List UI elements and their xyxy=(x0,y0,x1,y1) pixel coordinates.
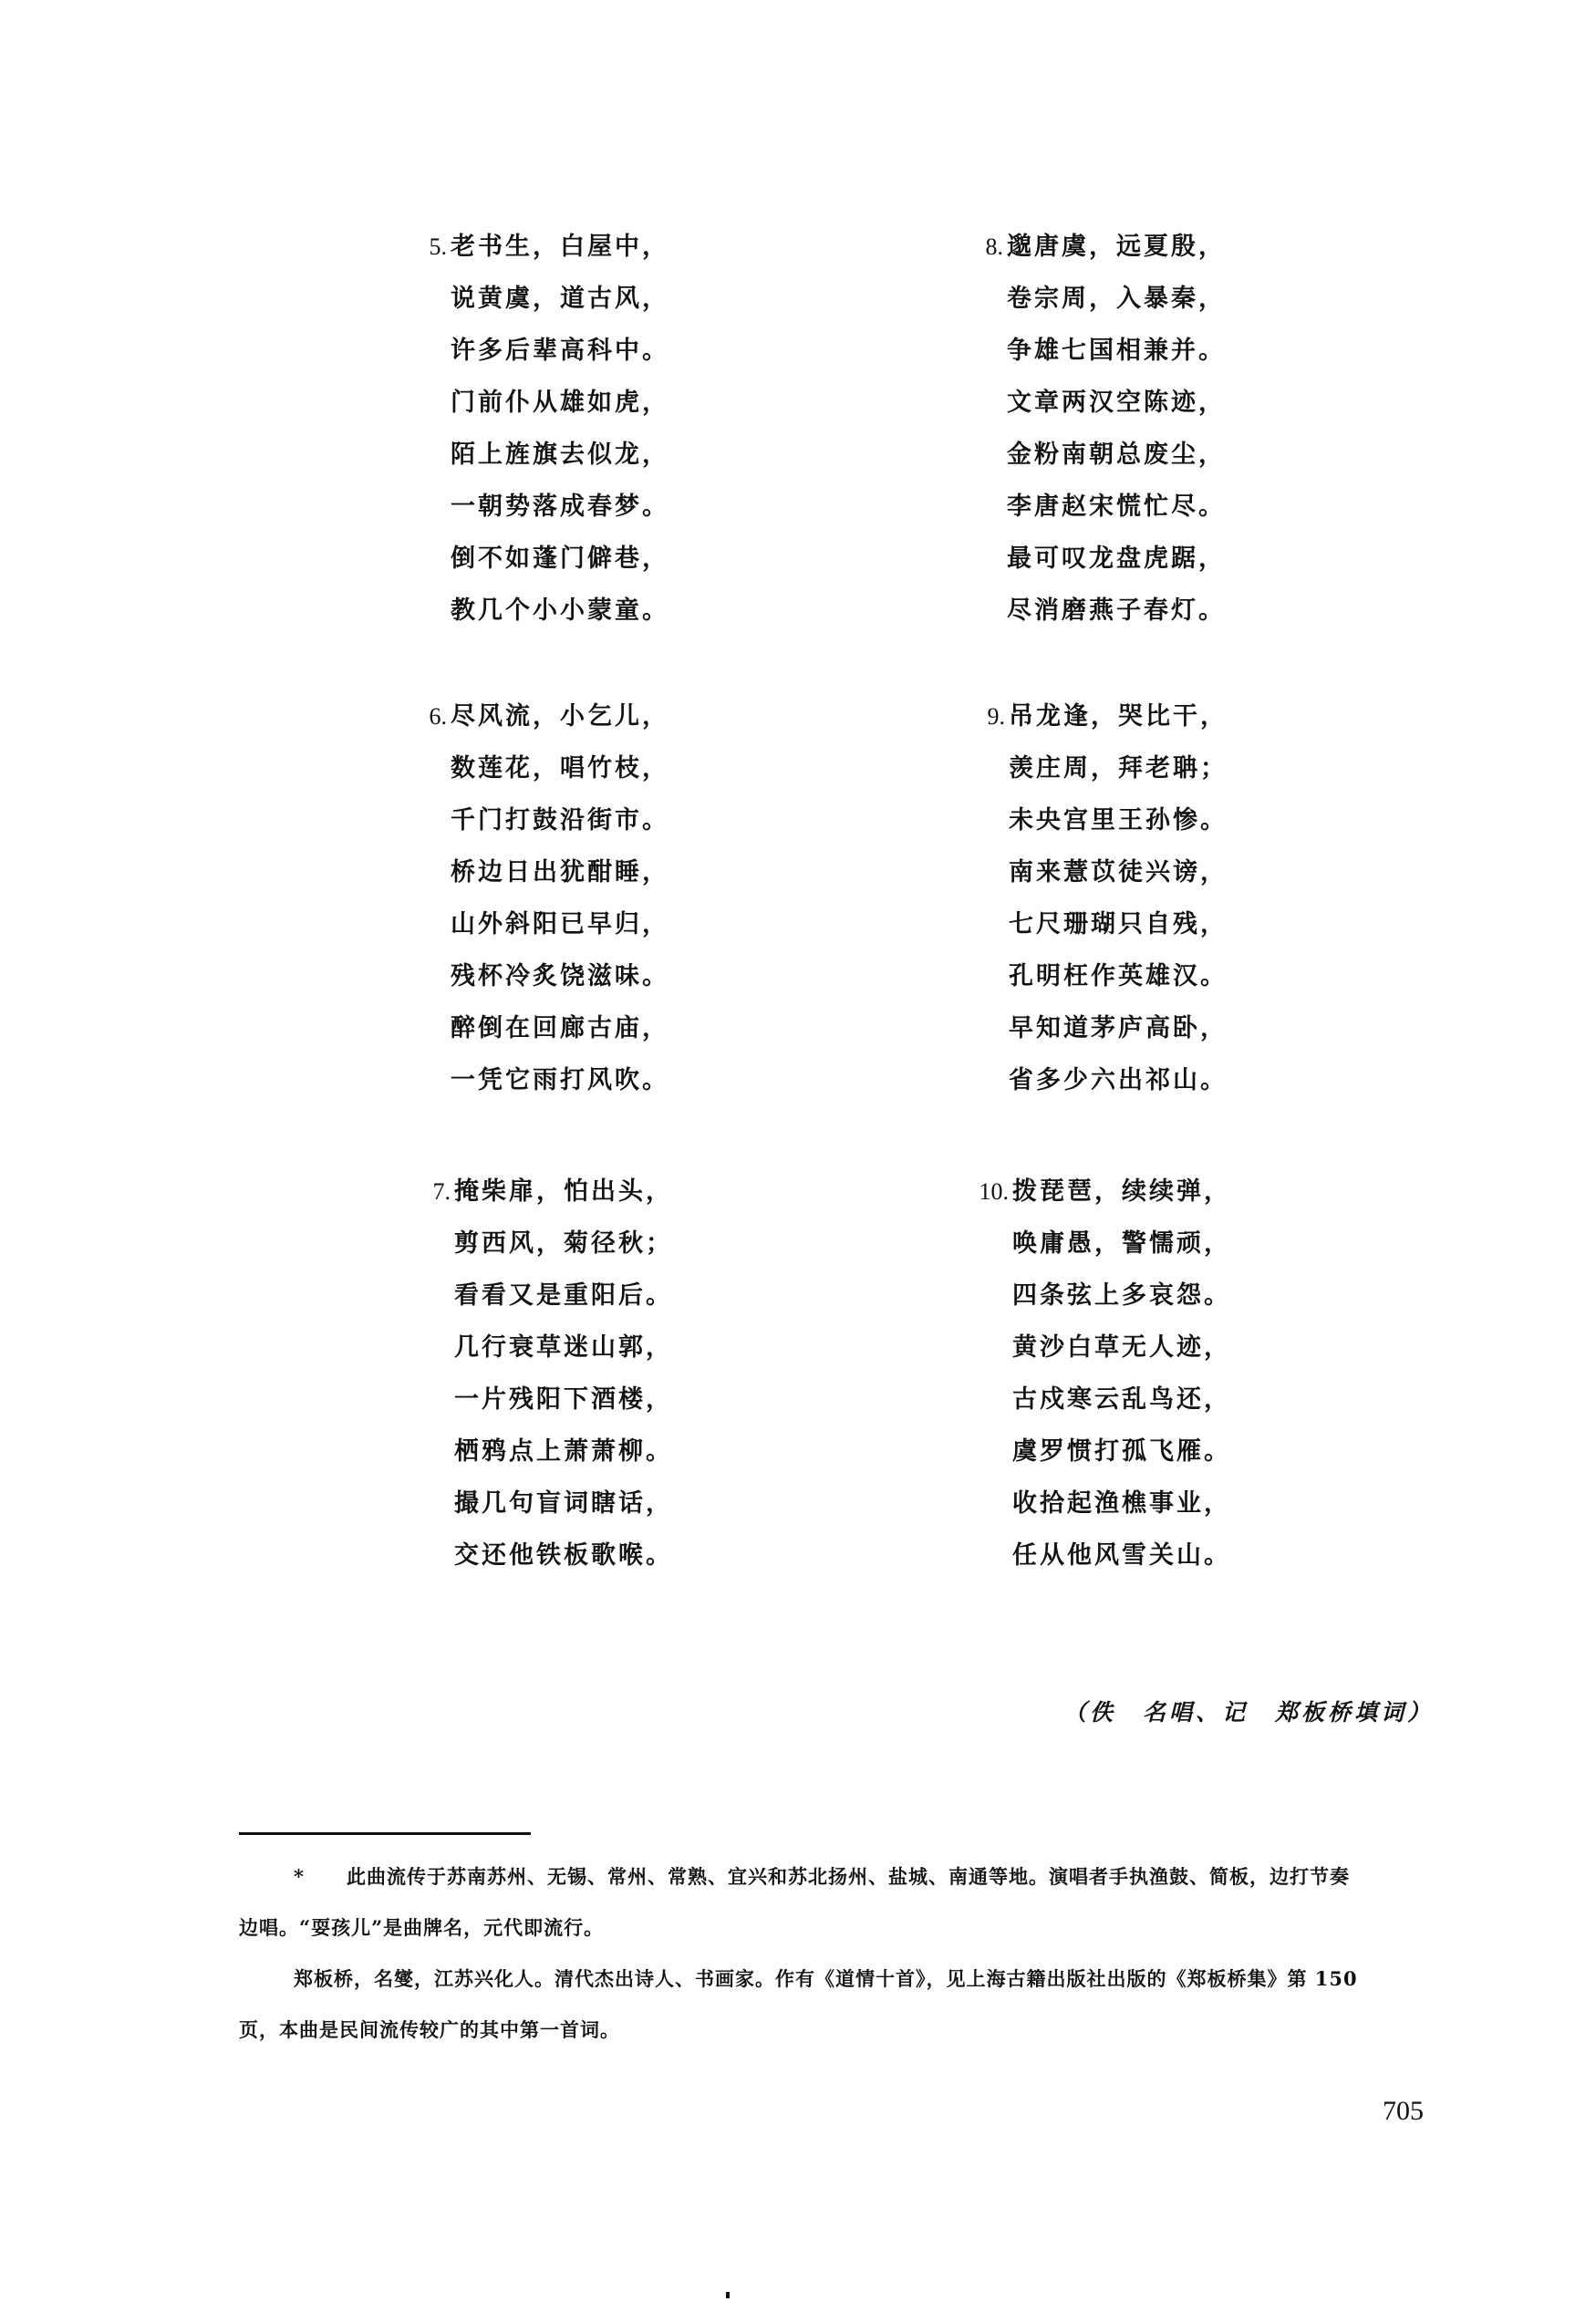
stanza-number: 5. xyxy=(429,233,447,260)
stanza-line: 剪西风，菊径秋； xyxy=(454,1229,673,1258)
scan-artifact xyxy=(726,2292,730,2298)
stanza-line: 羡庄周，拜老聃； xyxy=(1009,754,1228,783)
stanza-line: 南来薏苡徒兴谤， xyxy=(1009,858,1228,886)
stanza-line: 一凭它雨打风吹。 xyxy=(451,1066,669,1094)
stanza-line: 争雄七国相兼并。 xyxy=(1007,337,1226,365)
stanza-line: 四条弦上多哀怨。 xyxy=(1012,1281,1231,1310)
footnote-marker: * xyxy=(294,1865,305,1888)
stanza-line: 李唐赵宋慌忙尽。 xyxy=(1007,492,1226,521)
stanza-line: 醉倒在回廊古庙， xyxy=(451,1014,669,1042)
stanza-7 xyxy=(432,1166,837,1581)
footnote-2 xyxy=(239,1954,1479,2005)
stanza-line: 山外斜阳已早归， xyxy=(451,910,669,938)
stanza-8 xyxy=(985,221,1390,637)
stanza-line: 古戍寒云乱鸟还， xyxy=(1012,1385,1231,1414)
page-number: 705 xyxy=(1383,2096,1424,2126)
stanza-line: 早知道茅庐高卧， xyxy=(1009,1014,1228,1042)
stanza-line: 收拾起渔樵事业， xyxy=(1012,1489,1231,1518)
footnote-1 xyxy=(239,1851,1479,1902)
stanza-line: 6. 尽风流，小乞儿， xyxy=(451,690,834,742)
stanza-line: 唤庸愚，警懦顽， xyxy=(1012,1229,1231,1258)
stanza-number: 6. xyxy=(429,703,447,730)
stanza-line: 黄沙白草无人迹， xyxy=(1012,1333,1231,1362)
stanza-line: 几行衰草迷山郭， xyxy=(454,1333,673,1362)
attribution: （佚 名唱、记 郑板桥填词） xyxy=(1062,1699,1434,1726)
stanza-number: 8. xyxy=(985,233,1003,260)
stanza-line: 门前仆从雄如虎， xyxy=(451,389,669,417)
stanza-line: 陌上旌旗去似龙， xyxy=(451,441,669,469)
stanza-line: 未央宫里王孙惨。 xyxy=(1009,806,1228,834)
stanza-number: 7. xyxy=(432,1178,451,1205)
stanza-line: 看看又是重阳后。 xyxy=(454,1281,673,1310)
stanza-line: 残杯冷炙饶滋味。 xyxy=(451,962,669,990)
stanza-line: 孔明枉作英雄汉。 xyxy=(1009,962,1228,990)
footnote-text: 郑板桥，名燮，江苏兴化人。清代杰出诗人、书画家。作有《道情十首》，见上海古籍出版社出版的《郑板桥集》第 150 xyxy=(294,1967,1358,1990)
stanza-line: 5. 老书生，白屋中， xyxy=(451,221,834,273)
stanza-line: 一片残阳下酒楼， xyxy=(454,1385,673,1414)
stanza-line: 卷宗周，入暴秦， xyxy=(1007,285,1226,313)
stanza-line: 8. 邈唐虞，远夏殷， xyxy=(1007,221,1390,273)
stanza-line: 许多后辈高科中。 xyxy=(451,337,669,365)
stanza-line: 交还他铁板歌喉。 xyxy=(454,1541,673,1570)
stanza-6 xyxy=(429,690,834,1106)
stanza-9 xyxy=(987,690,1392,1106)
footnote-divider xyxy=(239,1832,531,1835)
stanza-line: 虞罗惯打孤飞雁。 xyxy=(1012,1437,1231,1466)
stanza-line: 9. 吊龙逢，哭比干， xyxy=(1009,690,1392,742)
stanza-5 xyxy=(429,221,834,637)
stanza-line: 尽消磨燕子春灯。 xyxy=(1007,596,1226,625)
stanza-line: 撮几句盲词瞎话， xyxy=(454,1489,673,1518)
stanza-number: 10. xyxy=(979,1178,1009,1205)
stanza-line: 一朝势落成春梦。 xyxy=(451,492,669,521)
stanza-line: 任从他风雪关山。 xyxy=(1012,1541,1231,1570)
stanza-line: 省多少六出祁山。 xyxy=(1009,1066,1228,1094)
stanza-10 xyxy=(979,1166,1395,1581)
stanza-line: 数莲花，唱竹枝， xyxy=(451,754,669,783)
stanza-number: 9. xyxy=(987,703,1005,730)
stanza-line: 说黄虞，道古风， xyxy=(451,285,669,313)
stanza-line: 最可叹龙盘虎踞， xyxy=(1007,544,1226,573)
footnote-text: 此曲流传于苏南苏州、无锡、常州、常熟、宜兴和苏北扬州、盐城、南通等地。演唱者手执渔鼓、简板，边打节奏 xyxy=(347,1865,1350,1888)
stanza-line: 7. 掩柴扉，怕出头， xyxy=(454,1166,837,1218)
stanza-line: 10. 拨琵琶，续续弹， xyxy=(1012,1166,1395,1218)
footnote-2-continued: 页，本曲是民间流传较广的其中第一首词。 xyxy=(239,2018,620,2041)
stanza-line: 倒不如蓬门僻巷， xyxy=(451,544,669,573)
stanza-line: 金粉南朝总废尘， xyxy=(1007,441,1226,469)
stanza-line: 文章两汉空陈迹， xyxy=(1007,389,1226,417)
footnote-1-continued: 边唱。“耍孩儿”是曲牌名，元代即流行。 xyxy=(239,1916,605,1939)
stanza-line: 千门打鼓沿街市。 xyxy=(451,806,669,834)
stanza-line: 桥边日出犹酣睡， xyxy=(451,858,669,886)
stanza-line: 教几个小小蒙童。 xyxy=(451,596,669,625)
stanza-line: 七尺珊瑚只自残， xyxy=(1009,910,1228,938)
stanza-line: 栖鸦点上萧萧柳。 xyxy=(454,1437,673,1466)
